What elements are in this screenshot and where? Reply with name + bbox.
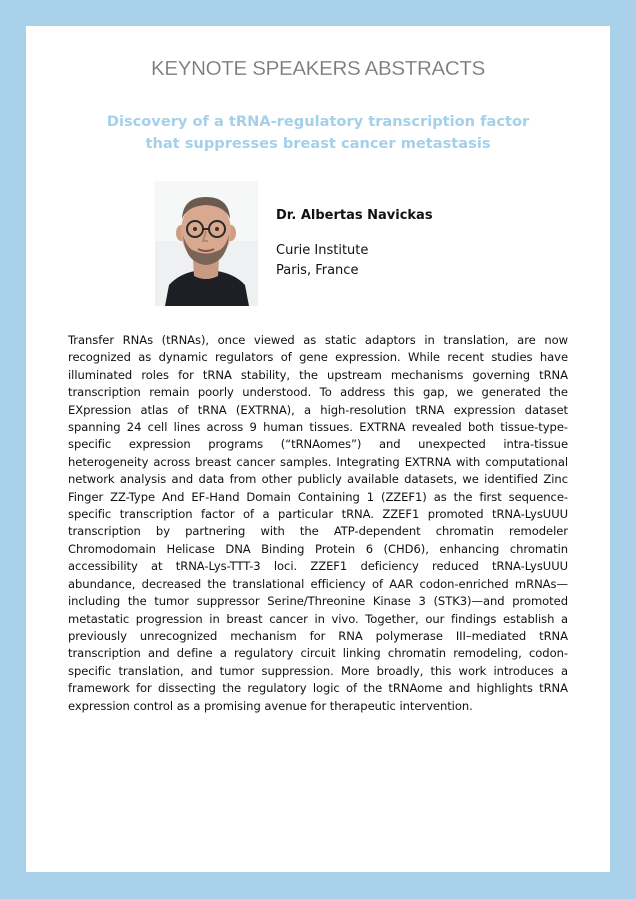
- abstract-text: Transfer RNAs (tRNAs), once viewed as static adaptors in translation, are now recognized as dynamic regulators of gene expression. While recent studies have illuminated roles for tRNA stability, the upstream mechanisms governing tRNA transcription remain poorly understood. To address this gap, we generated the EXpression atlas of tRNA (EXTRNA), a high-resolution tRNA expression dataset spanning 24 cell lines across 9 human tissues. EXTRNA revealed both tissue-type-specific expression programs (“tRNAomes”) and unexpected intra-tissue heterogeneity across breast cancer samples. Integrating EXTRNA with computational network analysis and data from other publicly available datasets, we identified Zinc Finger ZZ-Type And EF-Hand Domain Containing 1 (ZZEF1) as the first sequence-specific transcription factor of a particular tRNA. ZZEF1 promoted tRNA-LysUUU transcription by partnering with the ATP-dependent chromatin remodeler Chromodomain Helicase DNA Binding Protein 6 (CHD6), enhancing chromatin accessibility at tRNA-Lys-TTT-3 loci. ZZEF1 deficiency reduced tRNA-LysUUU abundance, decreased the translational efficiency of AAR codon-enriched mRNAs—including the tumor suppressor Serine/Threonine Kinase 3 (STK3)—and promoted metastatic progression in breast cancer in vivo. Together, our findings establish a previously unrecognized mechanism for RNA polymerase III–mediated tRNA transcription and define a regulatory circuit linking chromatin remodeling, codon-specific translation, and tumor suppression. More broadly, this work introduces a framework for dissecting the regulatory logic of the tRNAome and highlights tRNA expression control as a promising avenue for therapeutic intervention.: [68, 333, 568, 713]
- speaker-institution: Curie Institute: [276, 243, 369, 258]
- section-header-text: KEYNOTE SPEAKERS ABSTRACTS: [151, 57, 485, 80]
- section-header: [26, 57, 610, 81]
- document-page: [26, 26, 610, 872]
- talk-title: [66, 111, 570, 155]
- talk-title-line-2: that suppresses breast cancer metastasis: [145, 135, 491, 152]
- speaker-location: Paris, France: [276, 263, 359, 278]
- speaker-portrait-illustration: [155, 181, 258, 306]
- speaker-name: Dr. Albertas Navickas: [276, 208, 433, 223]
- speaker-info: [276, 207, 576, 281]
- speaker-photo: [155, 181, 258, 306]
- talk-title-line-1: Discovery of a tRNA-regulatory transcription factor: [106, 113, 530, 130]
